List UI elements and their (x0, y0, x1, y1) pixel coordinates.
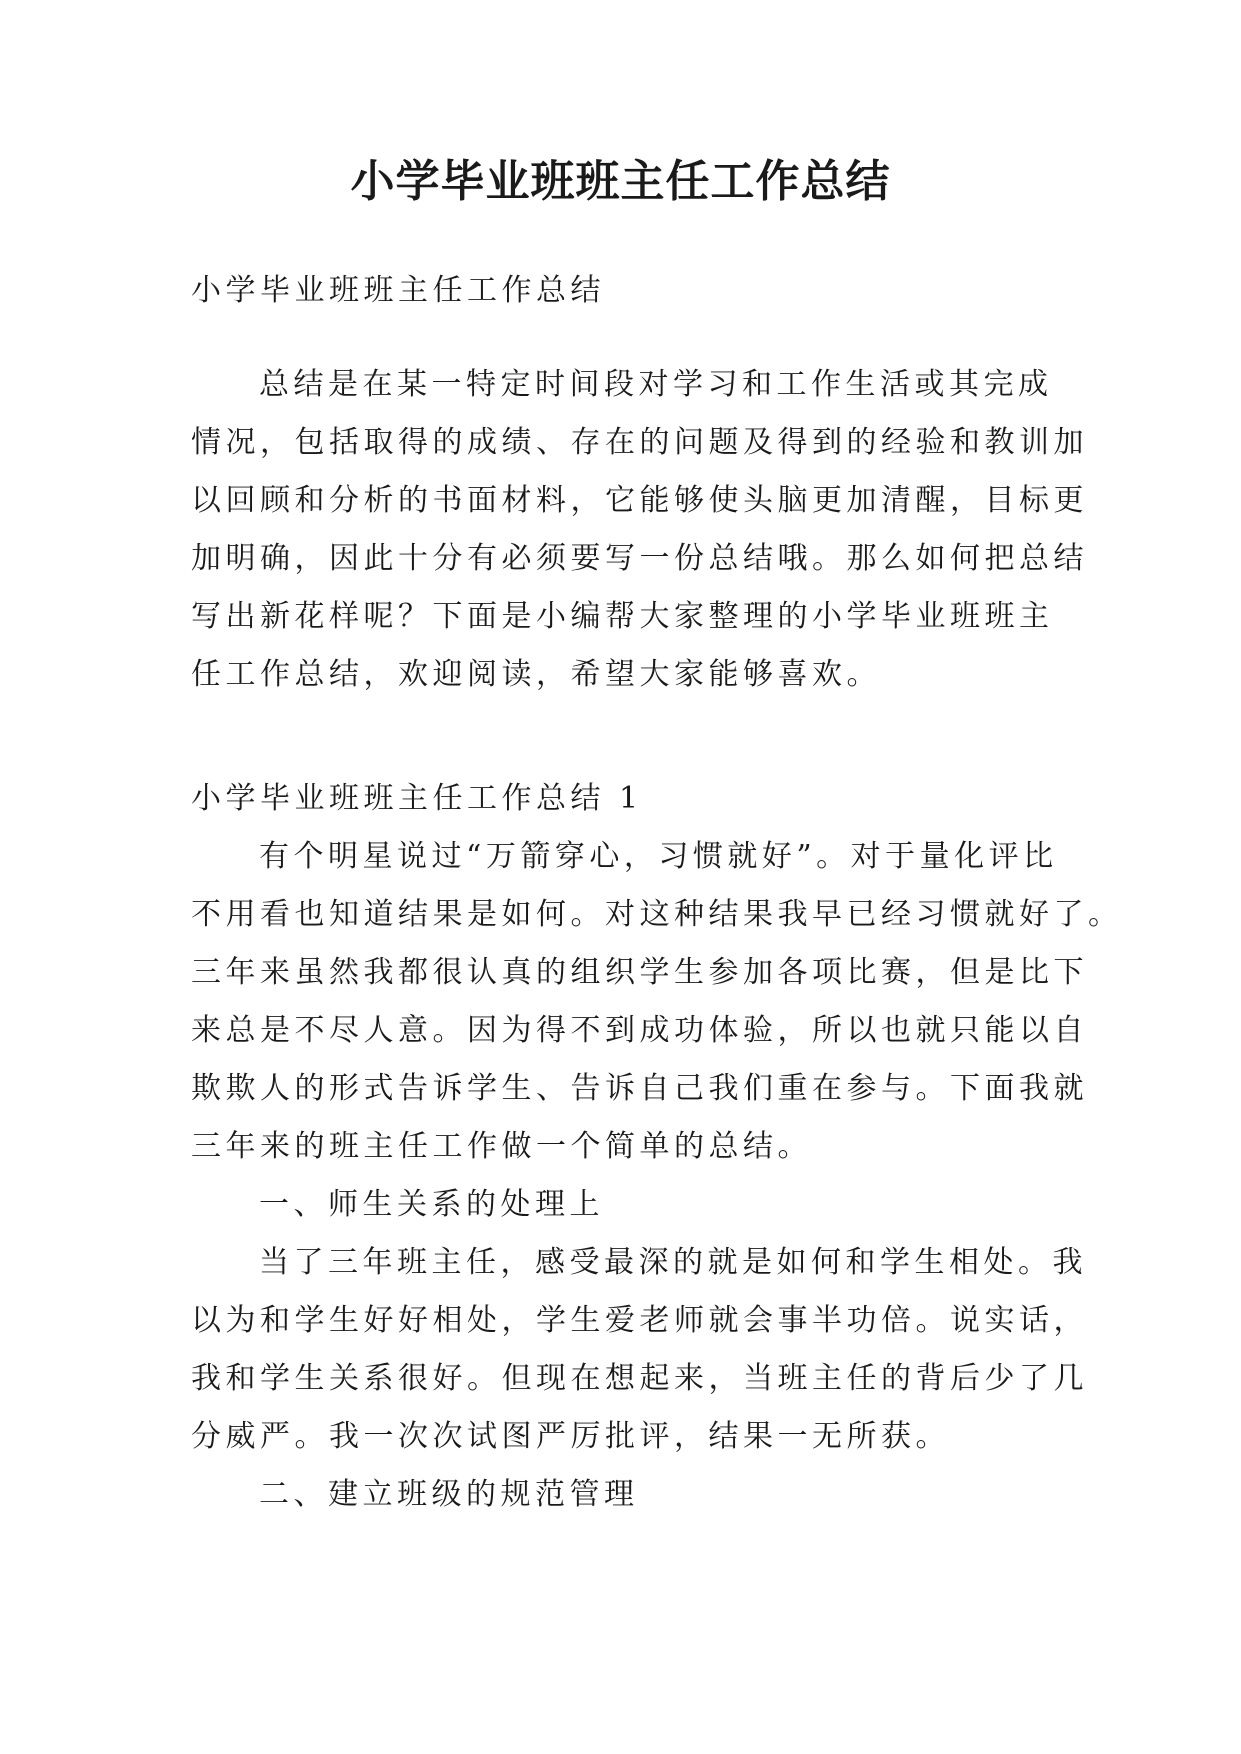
paragraph-line: 加明确，因此十分有必须要写一份总结哦。那么如何把总结 (191, 541, 1088, 576)
paragraph-line: 三年来虽然我都很认真的组织学生参加各项比赛，但是比下 (191, 955, 1088, 990)
subtitle-line: 小学毕业班班主任工作总结 (191, 273, 605, 308)
document-subtitle (191, 262, 1061, 320)
subheading-line: 一、师生关系的处理上 (259, 1187, 604, 1222)
paragraph-line: 情况，包括取得的成绩、存在的问题及得到的经验和教训加 (191, 425, 1088, 460)
paragraph-line: 写出新花样呢？下面是小编帮大家整理的小学毕业班班主 (191, 599, 1054, 634)
paragraph-line: 来总是不尽人意。因为得不到成功体验，所以也就只能以自 (191, 1013, 1088, 1048)
paragraph-line: 当了三年班主任，感受最深的就是如何和学生相处。我 (259, 1245, 1087, 1280)
intro-paragraph (191, 356, 1088, 704)
paragraph-line: 有个明星说过“万箭穿心，习惯就好”。对于量化评比 (259, 839, 1058, 874)
paragraph-line: 以为和学生好好相处，学生爱老师就会事半功倍。说实话， (191, 1303, 1088, 1338)
subheading-line: 二、建立班级的规范管理 (259, 1477, 639, 1512)
paragraph-line: 欺欺人的形式告诉学生、告诉自己我们重在参与。下面我就 (191, 1071, 1088, 1106)
section-heading-text: 小学毕业班班主任工作总结 1 (191, 781, 643, 816)
document-title: 小学毕业班班主任工作总结 (350, 156, 891, 207)
paragraph-line: 任工作总结，欢迎阅读，希望大家能够喜欢。 (191, 657, 881, 692)
paragraph-line: 三年来的班主任工作做一个简单的总结。 (191, 1129, 812, 1164)
section-heading (191, 770, 1061, 828)
section-body (191, 828, 1123, 1524)
paragraph-line: 总结是在某一特定时间段对学习和工作生活或其完成 (259, 367, 1053, 402)
paragraph-line: 不用看也知道结果是如何。对这种结果我早已经习惯就好了。 (191, 897, 1123, 932)
paragraph-line: 以回顾和分析的书面材料，它能够使头脑更加清醒，目标更 (191, 483, 1088, 518)
paragraph-line: 我和学生关系很好。但现在想起来，当班主任的背后少了几 (191, 1361, 1088, 1396)
paragraph-line: 分威严。我一次次试图严厉批评，结果一无所获。 (191, 1419, 950, 1454)
